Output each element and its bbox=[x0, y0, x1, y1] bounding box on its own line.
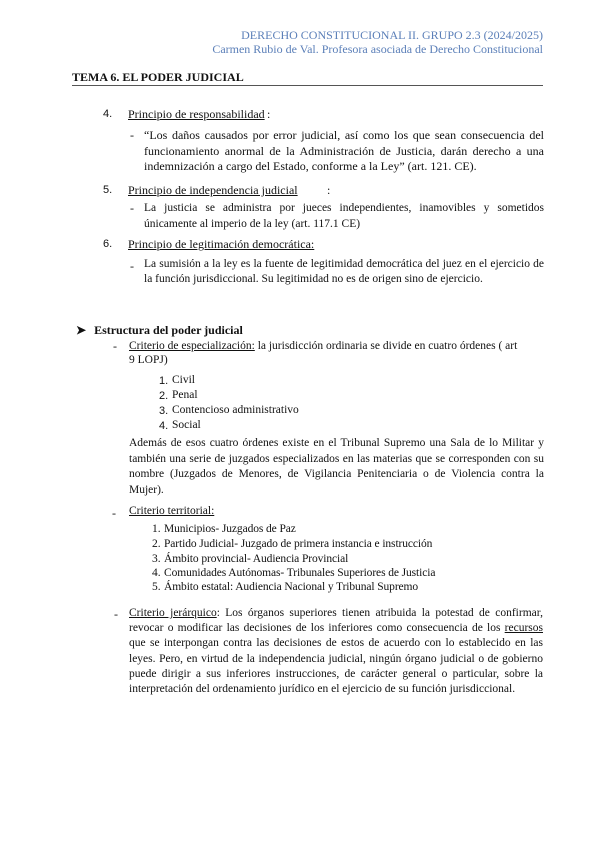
list-dash: - bbox=[130, 201, 134, 215]
principle-number: 5. bbox=[103, 184, 113, 196]
territorial-item: Ámbito estatal: Audiencia Nacional y Tribunal Supremo bbox=[164, 581, 419, 593]
principle-text: La justicia se administra por jueces independientes, inamovibles y sometidos únicamente al imperio de la ley (art. 117.1 CE) bbox=[144, 202, 544, 230]
territorial-item: Partido Judicial- Juzgado de primera instancia e instrucción bbox=[164, 538, 433, 550]
criterion-text: : Los órganos superiores tienen atribuida la potestad de confirmar, revocar o modificar las decisiones de los inferiores como consecuencia de los bbox=[129, 607, 543, 635]
list-dash: - bbox=[130, 259, 134, 273]
territorial-item: Comunidades Autónomas- Tribunales Superiores de Justicia bbox=[164, 567, 436, 579]
territorial-item: Ámbito provincial- Audiencia Provincial bbox=[164, 553, 349, 565]
criterion-line bbox=[129, 339, 549, 355]
territorial-num: 3. bbox=[152, 553, 161, 565]
recursos-link[interactable]: recursos bbox=[504, 622, 543, 635]
topic-title: TEMA 6. EL PODER JUDICIAL bbox=[72, 70, 244, 84]
territorial-num: 1. bbox=[152, 523, 161, 535]
order-label: Social bbox=[172, 419, 201, 431]
criterion-label: Criterio jerárquico bbox=[129, 607, 217, 619]
territorial-num: 4. bbox=[152, 567, 161, 579]
principle-text: La sumisión a la ley es la fuente de legitimidad democrática del juez en el ejercicio de la función jurisdiccional. Su legitimidad no es de origen sino de ejercicio. bbox=[144, 258, 544, 285]
section-heading bbox=[76, 323, 243, 338]
order-num: 3. bbox=[159, 405, 169, 417]
order-num: 4. bbox=[159, 420, 169, 432]
order-label: Penal bbox=[172, 389, 198, 401]
criterion-text: la jurisdicción ordinaria se divide en cuatro órdenes ( art bbox=[257, 340, 518, 352]
specialization-note: Además de esos cuatro órdenes existe en el Tribunal Supremo una Sala de lo Militar y también una serie de juzgados especializados en las materias que se corresponden con su nombre (Juzgados de Menores, de Vigilancia Penitenciaria o de Violencia contra la Mujer). bbox=[129, 437, 544, 496]
header-course-title: DERECHO CONSTITUCIONAL II. GRUPO 2.3 (2024/2025) bbox=[241, 28, 543, 42]
principle-title: Principio de legitimación democrática: bbox=[128, 237, 315, 251]
principle-number: 4. bbox=[103, 108, 113, 120]
territorial-item: Municipios- Juzgados de Paz bbox=[164, 523, 296, 535]
principle-title-colon: : bbox=[267, 107, 271, 121]
order-label: Civil bbox=[172, 374, 196, 386]
principle-text: “Los daños causados por error judicial, así como los que sean consecuencia del funcionamiento anormal de la Administración de Justicia, darán derecho a una indemnización a cargo del Estado, conforme a la Ley” (art. 121. CE). bbox=[144, 128, 544, 173]
list-dash: - bbox=[112, 506, 116, 520]
header-author: Carmen Rubio de Val. Profesora asociada de Derecho Constitucional bbox=[212, 42, 543, 56]
order-label: Contencioso administrativo bbox=[172, 404, 299, 416]
criterion-text: que se interpongan contra las decisiones de estos de acuerdo con lo establecido en las leyes. Pero, en virtud de la independencia judicial, ningún órgano judicial o de gobierno puede dirigir a sus inferiores instrucciones, de carácter general o particular, sobre la interpretación del ordenamiento jurídico en el ejercicio de su función jurisdiccional. bbox=[129, 637, 543, 696]
list-dash: - bbox=[114, 607, 118, 621]
territorial-num: 2. bbox=[152, 538, 161, 550]
principle-title-colon: : bbox=[327, 183, 331, 197]
principle-title: Principio de responsabilidad bbox=[128, 107, 265, 121]
criterion-text-cont: 9 LOPJ) bbox=[129, 354, 168, 366]
header-rule bbox=[72, 85, 543, 86]
territorial-num: 5. bbox=[152, 581, 161, 593]
order-num: 2. bbox=[159, 390, 169, 402]
principle-title: Principio de independencia judicial bbox=[128, 183, 298, 197]
order-num: 1. bbox=[159, 375, 169, 387]
list-dash: - bbox=[130, 128, 134, 142]
hierarchical-text bbox=[129, 606, 543, 697]
criterion-label: Criterio territorial: bbox=[129, 505, 215, 517]
principle-number: 6. bbox=[103, 238, 113, 250]
list-dash: - bbox=[113, 339, 117, 353]
criterion-label: Criterio de especialización: bbox=[129, 340, 255, 352]
arrow-bullet-icon: ➤ bbox=[76, 323, 87, 337]
section-title: Estructura del poder judicial bbox=[94, 323, 243, 337]
